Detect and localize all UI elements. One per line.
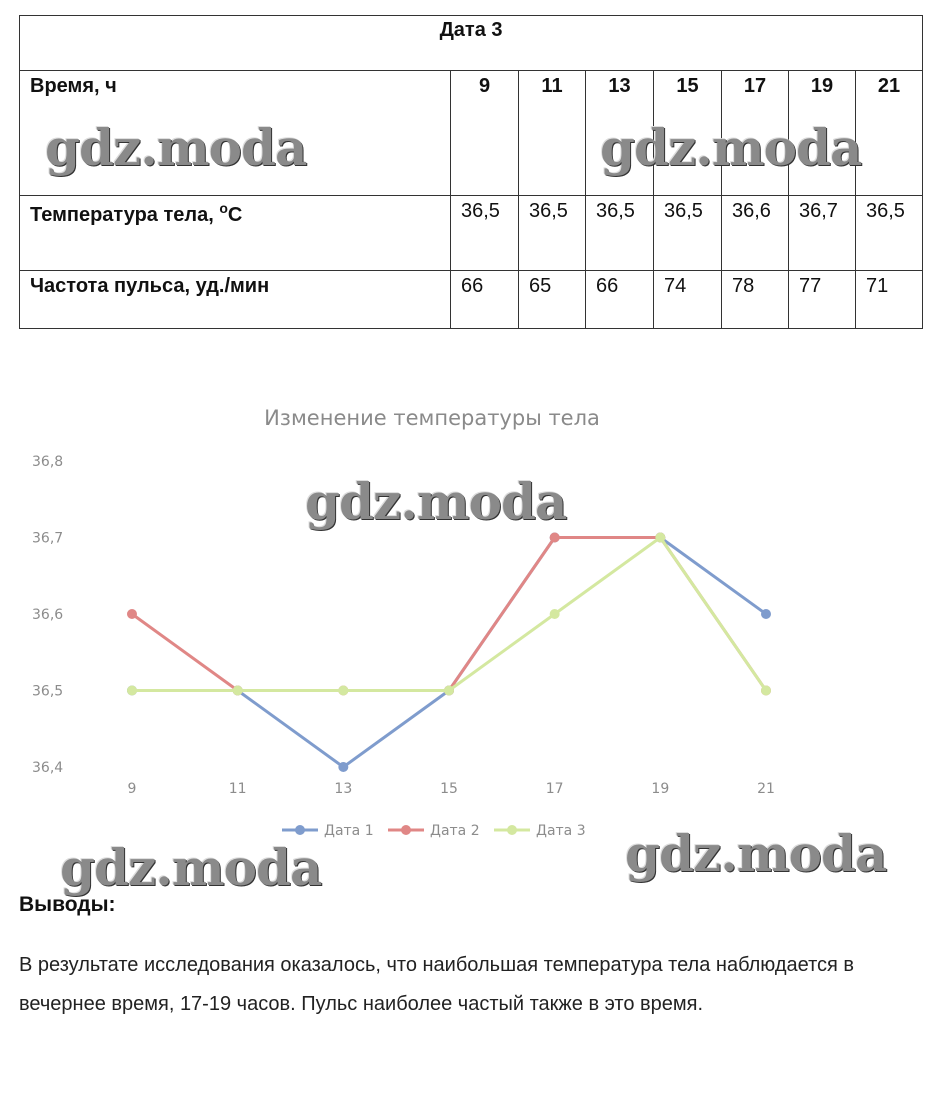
watermark: gdz.moda (600, 118, 862, 177)
hour-cell: 19 (789, 71, 856, 196)
pulse-cell: 66 (451, 271, 519, 329)
watermark: gdz.moda (625, 824, 887, 883)
temperature-cell: 36,5 (451, 196, 519, 271)
watermark: gdz.moda (305, 472, 567, 531)
table-row (20, 271, 923, 329)
legend-label: Дата 3 (536, 823, 586, 839)
temperature-label-text: Температура тела, (30, 204, 220, 226)
pulse-label: Частота пульса, уд./мин (20, 271, 451, 329)
watermark: gdz.moda (60, 838, 322, 897)
hour-cell: 17 (722, 71, 789, 196)
legend-swatch-marker (295, 825, 305, 835)
temperature-label (20, 196, 451, 271)
temperature-cell: 36,5 (654, 196, 722, 271)
pulse-cell: 74 (654, 271, 722, 329)
data-point (233, 686, 243, 696)
x-axis (128, 781, 775, 797)
watermark: gdz.moda (45, 118, 307, 177)
hour-cell: 11 (519, 71, 586, 196)
y-tick-label: 36,6 (32, 607, 64, 623)
x-tick-label: 17 (545, 781, 564, 797)
pulse-cell: 78 (722, 271, 789, 329)
temperature-cell: 36,7 (789, 196, 856, 271)
celsius-letter: C (227, 204, 243, 226)
x-tick-label: 19 (651, 781, 670, 797)
temperature-line-chart (20, 385, 850, 855)
hour-cell: 15 (654, 71, 722, 196)
pulse-cell: 71 (856, 271, 923, 329)
hour-cell: 9 (451, 71, 519, 196)
degree-sign: o (219, 200, 228, 216)
x-tick-label: 21 (757, 781, 775, 797)
legend-item (388, 823, 480, 839)
temperature-cell: 36,5 (519, 196, 586, 271)
temperature-cell: 36,5 (586, 196, 654, 271)
legend-item (282, 823, 374, 839)
conclusions-heading: Выводы: (19, 893, 116, 916)
data-point (444, 686, 454, 696)
data-point (761, 686, 771, 696)
x-tick-label: 15 (440, 781, 458, 797)
time-label: Время, ч (20, 71, 451, 196)
data-point (761, 609, 771, 619)
series-line (132, 538, 766, 691)
legend-label: Дата 1 (324, 823, 374, 839)
data-point (338, 686, 348, 696)
y-tick-label: 36,7 (32, 530, 64, 547)
chart-title: Изменение температуры тела (264, 406, 600, 430)
data-point (550, 533, 560, 543)
x-tick-label: 11 (228, 781, 247, 797)
y-axis (32, 454, 63, 776)
data-point (338, 762, 348, 772)
series-layer (127, 533, 771, 773)
series-3 (127, 533, 771, 696)
y-tick-label: 36,5 (32, 683, 64, 700)
chart-legend (282, 823, 586, 839)
conclusions-text: В результате исследования оказалось, что наибольшая температура тела наблюдается в вечернее время, 17-19 часов. Пульс наиболее частый также в это время. (19, 954, 855, 1015)
data-point (127, 609, 137, 619)
y-tick-label: 36,8 (32, 454, 64, 470)
temperature-cell: 36,5 (856, 196, 923, 271)
series-line (132, 538, 766, 691)
legend-swatch-marker (401, 825, 411, 835)
x-tick-label: 13 (334, 781, 353, 797)
pulse-cell: 77 (789, 271, 856, 329)
temperature-cell: 36,6 (722, 196, 789, 271)
data-point (127, 686, 137, 696)
x-tick-label: 9 (127, 781, 137, 797)
legend-item (494, 823, 586, 839)
data-point (550, 609, 560, 619)
hour-cell: 13 (586, 71, 654, 196)
data-point (655, 533, 665, 543)
series-line (132, 538, 766, 768)
table-row (20, 196, 923, 271)
legend-label: Дата 2 (430, 823, 480, 839)
hour-cell: 21 (856, 71, 923, 196)
series-1 (127, 533, 771, 773)
table-title: Дата 3 (20, 16, 923, 71)
pulse-cell: 65 (519, 271, 586, 329)
pulse-cell: 66 (586, 271, 654, 329)
legend-swatch-marker (507, 825, 517, 835)
y-tick-label: 36,4 (32, 760, 64, 776)
